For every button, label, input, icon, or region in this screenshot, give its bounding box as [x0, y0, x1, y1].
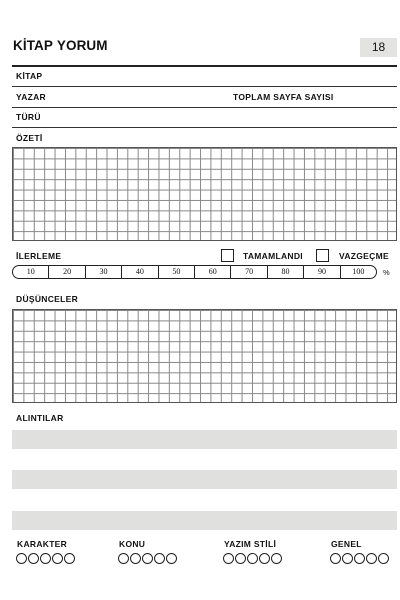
progress-step-50[interactable]: 50 [159, 266, 195, 278]
author-field-line[interactable] [12, 107, 397, 108]
book-field-line[interactable] [12, 86, 397, 87]
rating-circle[interactable] [366, 553, 377, 564]
progress-step-70[interactable]: 70 [231, 266, 267, 278]
rating-character-circles[interactable] [16, 553, 75, 564]
rating-general-circles[interactable] [330, 553, 389, 564]
rating-circle[interactable] [259, 553, 270, 564]
progress-scale[interactable] [12, 265, 377, 279]
summary-grid[interactable] [12, 147, 397, 241]
gave-up-label: VAZGEÇME [339, 251, 389, 261]
rating-circle[interactable] [142, 553, 153, 564]
rating-circle[interactable] [271, 553, 282, 564]
rating-circle[interactable] [16, 553, 27, 564]
rating-general-label: GENEL [331, 539, 362, 549]
rating-circle[interactable] [52, 553, 63, 564]
completed-label: TAMAMLANDI [243, 251, 303, 261]
progress-step-30[interactable]: 30 [86, 266, 122, 278]
quote-bar-2[interactable] [12, 470, 397, 489]
summary-label: ÖZETİ [16, 133, 43, 143]
rating-circle[interactable] [223, 553, 234, 564]
rating-circle[interactable] [130, 553, 141, 564]
rating-circle[interactable] [330, 553, 341, 564]
progress-step-10[interactable]: 10 [13, 266, 49, 278]
rating-circle[interactable] [342, 553, 353, 564]
page-title [13, 38, 108, 53]
rating-topic-circles[interactable] [118, 553, 177, 564]
rating-circle[interactable] [118, 553, 129, 564]
progress-step-90[interactable]: 90 [304, 266, 340, 278]
title-part-1: KİTAP [13, 38, 53, 53]
rating-circle[interactable] [64, 553, 75, 564]
quote-bar-1[interactable] [12, 430, 397, 449]
rating-circle[interactable] [235, 553, 246, 564]
page-number-badge: 18 [360, 38, 397, 57]
thoughts-grid[interactable] [12, 309, 397, 403]
rating-circle[interactable] [166, 553, 177, 564]
rating-circle[interactable] [154, 553, 165, 564]
author-field-label: YAZAR [16, 92, 46, 102]
rating-circle[interactable] [354, 553, 365, 564]
genre-field-label: TÜRÜ [16, 112, 41, 122]
rating-circle[interactable] [247, 553, 258, 564]
progress-step-80[interactable]: 80 [268, 266, 304, 278]
thoughts-label: DÜŞÜNCELER [16, 294, 79, 304]
rating-writing-style-circles[interactable] [223, 553, 282, 564]
total-pages-field-label: TOPLAM SAYFA SAYISI [233, 92, 334, 102]
progress-step-100[interactable]: 100 [352, 267, 365, 276]
completed-checkbox[interactable] [221, 249, 234, 262]
rating-circle[interactable] [378, 553, 389, 564]
book-field-label: KİTAP [16, 71, 43, 81]
header-divider [12, 65, 397, 67]
progress-label: İLERLEME [16, 251, 62, 261]
rating-topic-label: KONU [119, 539, 146, 549]
progress-step-40[interactable]: 40 [122, 266, 158, 278]
quotes-label: ALINTILAR [16, 413, 64, 423]
rating-circle[interactable] [40, 553, 51, 564]
progress-step-60[interactable]: 60 [195, 266, 231, 278]
gave-up-checkbox[interactable] [316, 249, 329, 262]
genre-field-line[interactable] [12, 127, 397, 128]
percent-unit: % [383, 268, 390, 277]
rating-character-label: KARAKTER [17, 539, 68, 549]
rating-writing-style-label: YAZIM STİLİ [224, 539, 277, 549]
quote-bar-3[interactable] [12, 511, 397, 530]
title-part-2: YORUM [56, 38, 108, 53]
rating-circle[interactable] [28, 553, 39, 564]
progress-step-20[interactable]: 20 [49, 266, 85, 278]
